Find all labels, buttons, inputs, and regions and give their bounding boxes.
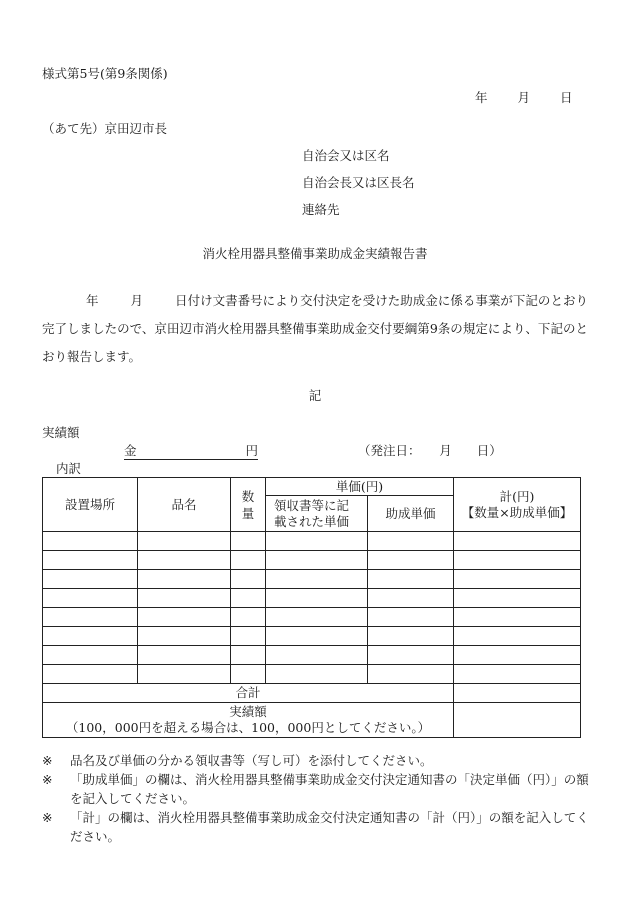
- note-text: 品名及び単価の分かる領収書等（写し可）を添付してください。: [70, 753, 433, 768]
- note-item: [42, 808, 590, 846]
- cell-item[interactable]: [138, 646, 231, 665]
- cell-location[interactable]: [43, 665, 138, 684]
- note-text: 「計」の欄は、消火栓用器具整備事業助成金交付決定通知書の「計（円）」の額を記入してください。: [70, 810, 589, 844]
- cell-item[interactable]: [138, 589, 231, 608]
- report-date: [475, 88, 573, 106]
- header-total-formula: 【数量×助成単価】: [461, 504, 573, 520]
- cell-item[interactable]: [138, 532, 231, 551]
- sum-label: 合計: [43, 684, 454, 703]
- header-unit-price: 単価(円): [266, 478, 454, 496]
- actual-amount-title: 実績額: [229, 704, 267, 719]
- breakdown-table: [42, 477, 581, 738]
- sender-association: 自治会又は区名: [302, 148, 390, 163]
- document-title: 消火栓用器具整備事業助成金実績報告書: [202, 246, 428, 261]
- cell-subsidy-price[interactable]: [368, 646, 454, 665]
- header-item: 品名: [138, 478, 231, 532]
- table-row: [43, 570, 581, 589]
- date-day: 日: [560, 90, 573, 105]
- cell-quantity[interactable]: [231, 665, 266, 684]
- cell-location[interactable]: [43, 589, 138, 608]
- table-row: [43, 627, 581, 646]
- cell-total[interactable]: [454, 570, 581, 589]
- cell-total[interactable]: [454, 589, 581, 608]
- cell-quantity[interactable]: [231, 551, 266, 570]
- cell-item[interactable]: [138, 665, 231, 684]
- form-number: 様式第5号(第9条関係): [42, 66, 168, 81]
- note-mark: ※: [42, 810, 53, 825]
- note-item: [42, 770, 590, 808]
- sum-value-cell[interactable]: [454, 684, 581, 703]
- cell-receipt-price[interactable]: [266, 665, 368, 684]
- cell-total[interactable]: [454, 551, 581, 570]
- date-month: 月: [517, 90, 531, 105]
- cell-item[interactable]: [138, 551, 231, 570]
- cell-total[interactable]: [454, 627, 581, 646]
- header-receipt-price: [266, 496, 368, 532]
- header-quantity-text: 数量: [241, 488, 255, 521]
- amount-kin: 金: [124, 443, 137, 458]
- header-subsidy-price: 助成単価: [368, 496, 454, 532]
- cell-quantity[interactable]: [231, 570, 266, 589]
- cell-subsidy-price[interactable]: [368, 665, 454, 684]
- header-total: [454, 478, 581, 532]
- note-mark: ※: [42, 753, 53, 768]
- cell-total[interactable]: [454, 532, 581, 551]
- header-quantity: [231, 478, 266, 532]
- cell-receipt-price[interactable]: [266, 532, 368, 551]
- cell-receipt-price[interactable]: [266, 627, 368, 646]
- cell-total[interactable]: [454, 608, 581, 627]
- cell-item[interactable]: [138, 570, 231, 589]
- amount-field[interactable]: [124, 441, 258, 460]
- table-row: [43, 665, 581, 684]
- cell-receipt-price[interactable]: [266, 608, 368, 627]
- cell-receipt-price[interactable]: [266, 646, 368, 665]
- note-text: 「助成単価」の欄は、消火栓用器具整備事業助成金交付決定通知書の「決定単価（円）」の額を記入してください。: [70, 772, 589, 806]
- cell-receipt-price[interactable]: [266, 570, 368, 589]
- cell-quantity[interactable]: [231, 532, 266, 551]
- cell-item[interactable]: [138, 627, 231, 646]
- note-item: [42, 751, 590, 770]
- header-location: 設置場所: [43, 478, 138, 532]
- amount-label: 実績額: [42, 425, 80, 440]
- cell-location[interactable]: [43, 646, 138, 665]
- header-total-label: 計(円): [499, 488, 535, 504]
- cell-subsidy-price[interactable]: [368, 627, 454, 646]
- cell-quantity[interactable]: [231, 646, 266, 665]
- cell-receipt-price[interactable]: [266, 589, 368, 608]
- cell-location[interactable]: [43, 551, 138, 570]
- cell-total[interactable]: [454, 646, 581, 665]
- sender-leader: 自治会長又は区長名: [302, 175, 415, 190]
- table-row: [43, 551, 581, 570]
- order-date: （発注日： 月 日）: [358, 443, 502, 458]
- cell-subsidy-price[interactable]: [368, 532, 454, 551]
- cell-quantity[interactable]: [231, 627, 266, 646]
- sender-contact: 連絡先: [302, 202, 340, 217]
- date-year: 年: [475, 90, 488, 105]
- cell-quantity[interactable]: [231, 589, 266, 608]
- cell-item[interactable]: [138, 608, 231, 627]
- report-body: [42, 287, 588, 371]
- notes: [42, 751, 590, 846]
- table-row: [43, 589, 581, 608]
- body-text: 日付け文書番号により交付決定を受けた助成金に係る事業が下記のとおり完了しましたので、京田辺市消火栓用器具整備事業助成金交付要綱第9条の規定により、下記のとおり報告します。: [42, 293, 588, 364]
- cell-location[interactable]: [43, 532, 138, 551]
- cell-receipt-price[interactable]: [266, 551, 368, 570]
- amount-yen: 円: [245, 443, 258, 458]
- actual-amount-note: （100，000円を超える場合は、100，000円としてください。）: [65, 720, 431, 735]
- table-row: [43, 646, 581, 665]
- cell-subsidy-price[interactable]: [368, 608, 454, 627]
- cell-subsidy-price[interactable]: [368, 551, 454, 570]
- ki-heading: 記: [308, 388, 322, 403]
- note-mark: ※: [42, 772, 53, 787]
- actual-amount-label: [43, 703, 454, 738]
- addressee: （あて先）京田辺市長: [42, 121, 168, 136]
- cell-location[interactable]: [43, 627, 138, 646]
- header-receipt-price-text: 領収書等に記載された単価: [274, 497, 350, 529]
- breakdown-label: 内訳: [56, 461, 82, 476]
- cell-subsidy-price[interactable]: [368, 570, 454, 589]
- body-year: 年: [86, 293, 99, 308]
- cell-location[interactable]: [43, 608, 138, 627]
- cell-total[interactable]: [454, 665, 581, 684]
- body-month: 月: [130, 293, 144, 308]
- actual-amount-cell[interactable]: [454, 703, 581, 738]
- cell-location[interactable]: [43, 570, 138, 589]
- cell-quantity[interactable]: [231, 608, 266, 627]
- cell-subsidy-price[interactable]: [368, 589, 454, 608]
- table-row: [43, 532, 581, 551]
- table-row: [43, 608, 581, 627]
